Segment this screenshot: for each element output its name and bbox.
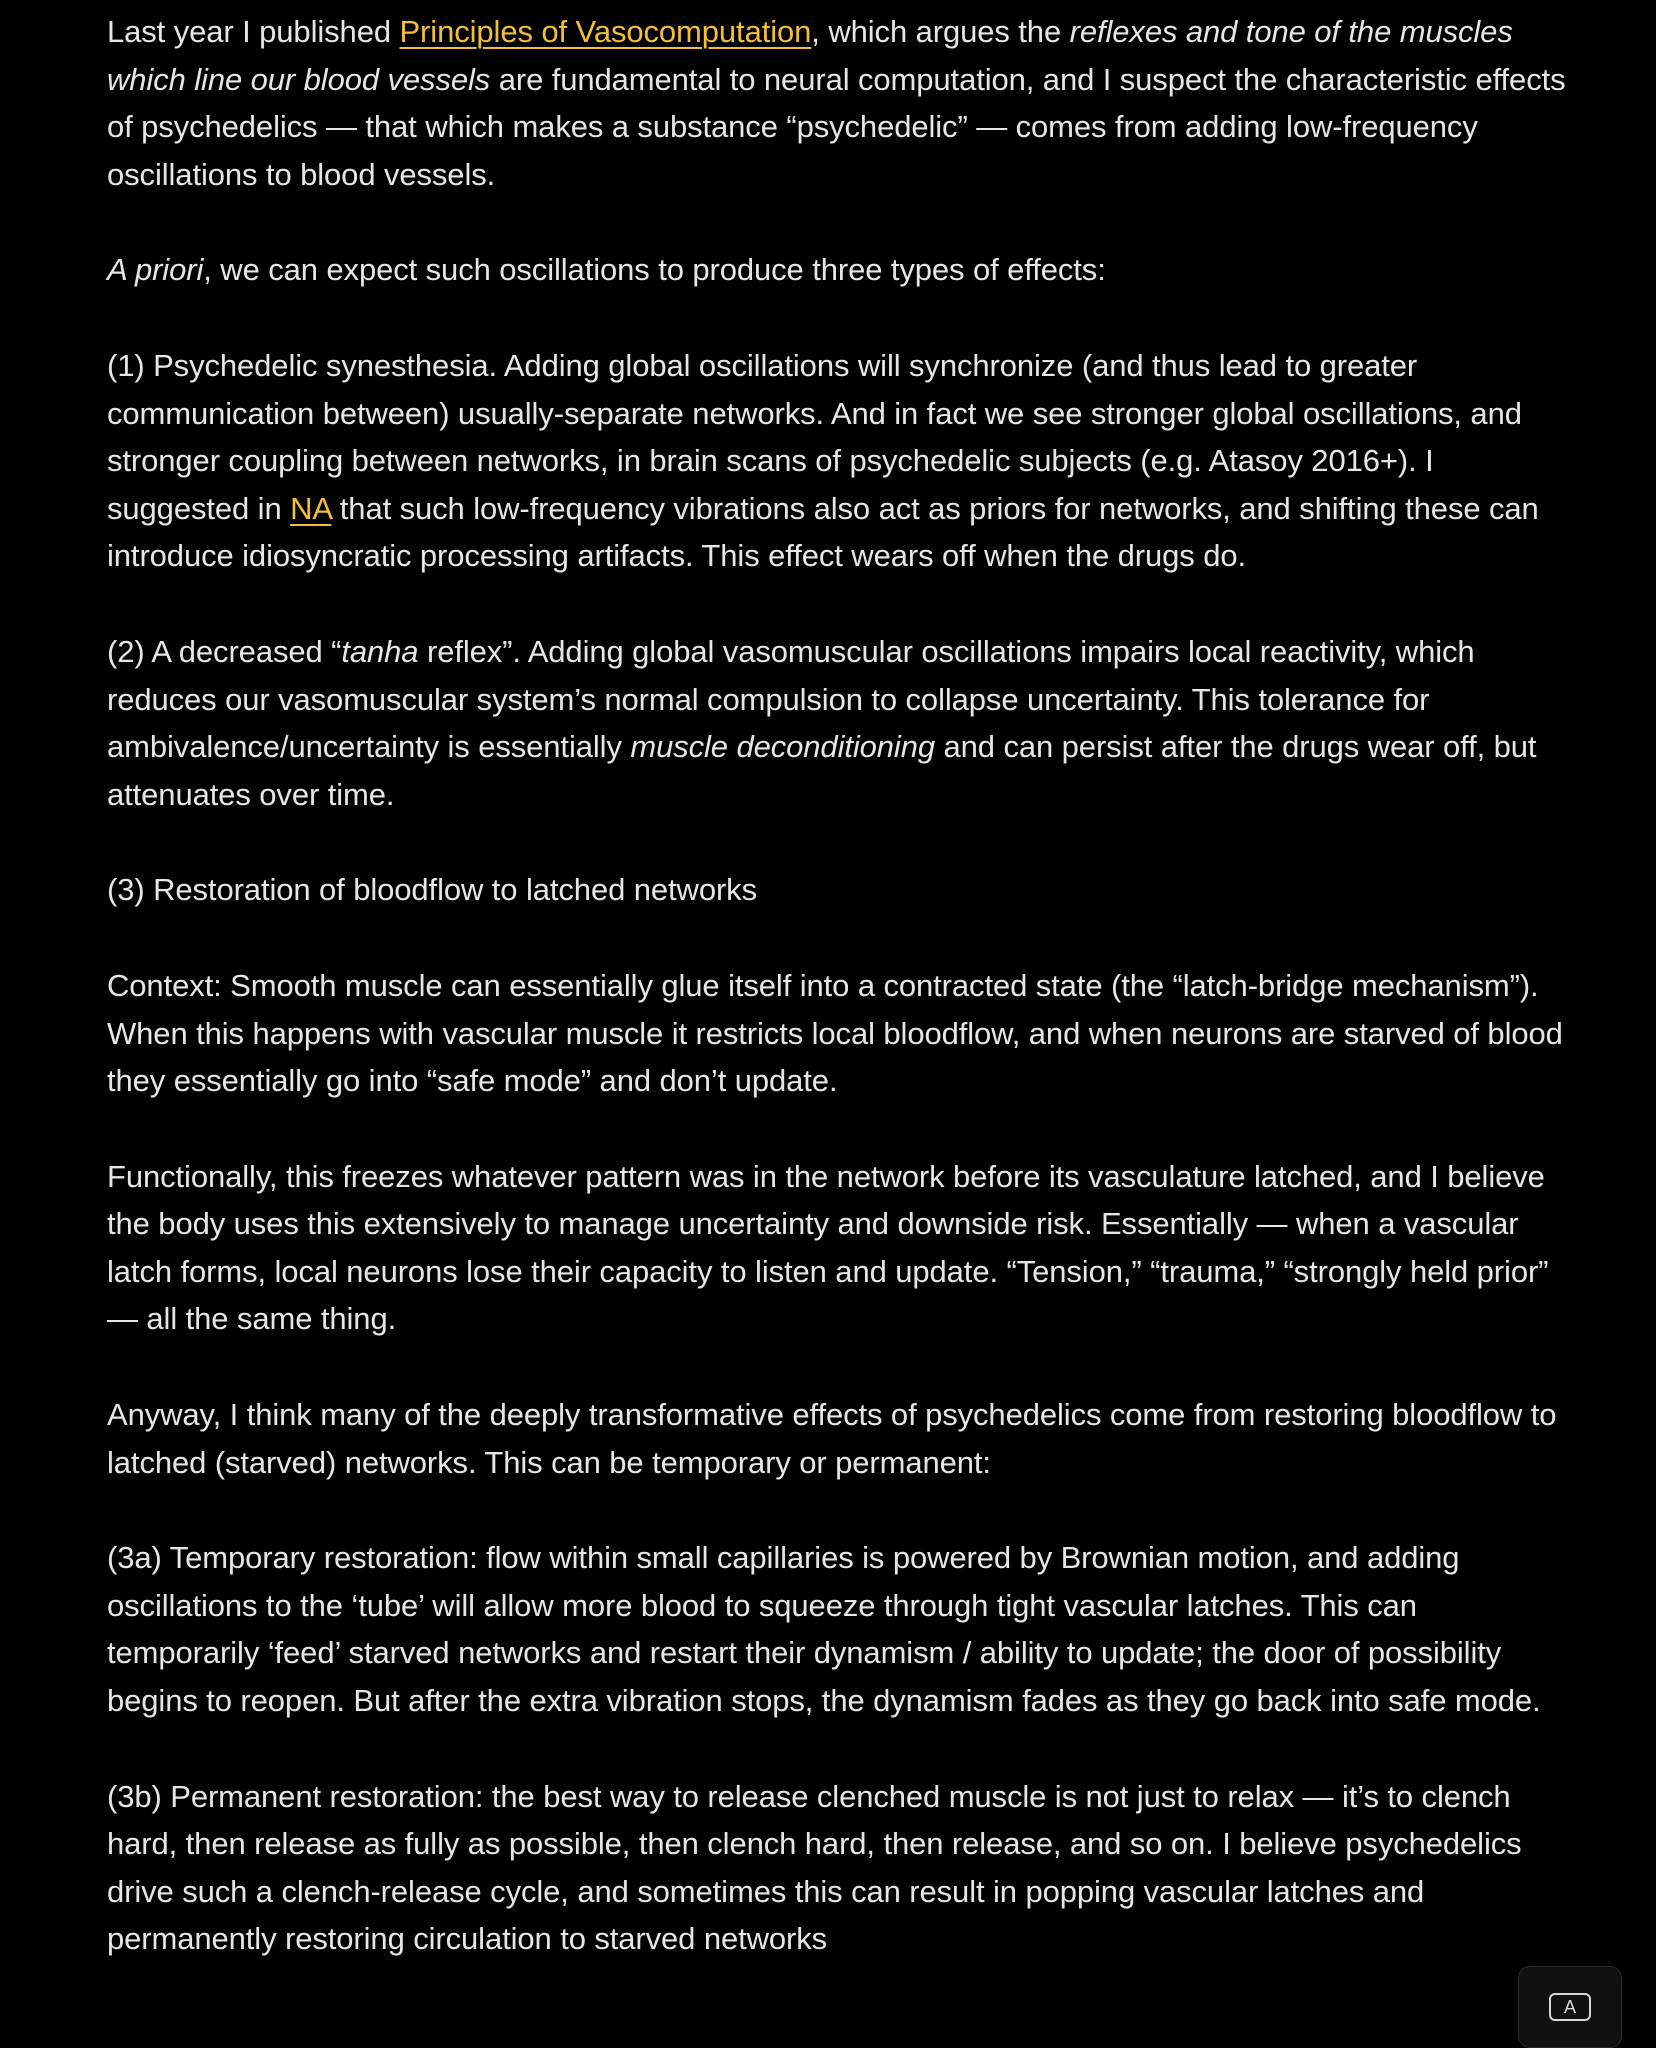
reader-mode-icon: A: [1549, 1993, 1591, 2021]
principles-of-vasocomputation-link[interactable]: Principles of Vasocomputation: [399, 14, 812, 49]
paragraph-permanent-restoration: (3b) Permanent restoration: the best way to release clenched muscle is not just to relax — it’s to clench hard, then release as fully as possible, then clench hard, then release, and so on. I believe psychedelics drive such a clench-release cycle, and sometimes this can result in popping vascular latches and permanently restoring circulation to starved networks: [107, 1778, 1522, 1957]
a-priori-emphasis: A priori: [107, 252, 204, 288]
paragraph-synesthesia: [107, 342, 1567, 580]
intro-emphasis: reflexes and tone of the muscles which line our blood vessels: [107, 14, 1513, 97]
paragraph-context: Context: Smooth muscle can essentially glue itself into a contracted state (the “latch-bridge mechanism”). When this happens with vascular muscle it restricts local bloodflow, and when neurons are starved of blood they essentially go into “safe mode” and don’t update.: [107, 967, 1563, 1099]
paragraph-anyway: Anyway, I think many of the deeply transformative effects of psychedelics come from restoring bloodflow to latched (starved) networks. This can be temporary or permanent:: [107, 1397, 1557, 1480]
paragraph-temporary-restoration: (3a) Temporary restoration: flow within small capillaries is powered by Brownian motion, and adding oscillations to the ‘tube’ will allow more blood to squeeze through tight vascular latches. This can temporarily ‘feed’ starved networks and restart their dynamism / ability to update; the door of possibility begins to reopen. But after the extra vibration stops, the dynamism fades as they go back into safe mode.: [107, 1540, 1541, 1719]
tanha-text-start: (2) A decreased “: [107, 633, 342, 669]
tanha-text-middle: reflex”. Adding global vasomuscular oscillations impairs local reactivity, which reduces our vasomuscular system’s normal compulsion to collapse uncertainty. This tolerance for ambivalence/uncertainty is essentially: [107, 633, 1475, 765]
paragraph-a-priori: [107, 246, 1567, 294]
reader-mode-button[interactable]: [1518, 1966, 1622, 2048]
paragraph-functionally: Functionally, this freezes whatever pattern was in the network before its vasculature latched, and I believe the body uses this extensively to manage uncertainty and downside risk. Essentially — when a vascular latch forms, local neurons lose their capacity to listen and update. “Tension,” “trauma,” “strongly held prior” — all the same thing.: [107, 1158, 1549, 1337]
tanha-text-end: and can persist after the drugs wear off, but attenuates over time.: [107, 729, 1537, 812]
article-body: [107, 8, 1567, 2011]
paragraph-tanha-reflex: [107, 628, 1567, 818]
paragraph-intro: [107, 8, 1567, 198]
a-priori-text: , we can expect such oscillations to produce three types of effects:: [203, 252, 1106, 288]
intro-text-end: are fundamental to neural computation, and I suspect the characteristic effects of psychedelics — that which makes a substance “psychedelic” — comes from adding low-frequency oscillations to blood vessels.: [107, 61, 1566, 192]
intro-text-middle: , which argues the: [811, 14, 1070, 49]
muscle-deconditioning-emphasis: muscle deconditioning: [630, 729, 936, 765]
paragraph-restoration-heading: (3) Restoration of bloodflow to latched networks: [107, 872, 757, 908]
synesthesia-text-start: (1) Psychedelic synesthesia. Adding global oscillations will synchronize (and thus lead to greater communication between) usually-separate networks. And in fact we see stronger global oscillations, and stronger coupling between networks, in brain scans of psychedelic subjects (e.g. Atasoy 2016+). I suggested in: [107, 347, 1522, 526]
tanha-emphasis: tanha: [341, 633, 419, 669]
intro-text-start: Last year I published: [107, 14, 400, 49]
na-link[interactable]: NA: [290, 490, 332, 526]
synesthesia-text-end: that such low-frequency vibrations also act as priors for networks, and shifting these can introduce idiosyncratic processing artifacts. This effect wears off when the drugs do.: [107, 490, 1539, 574]
